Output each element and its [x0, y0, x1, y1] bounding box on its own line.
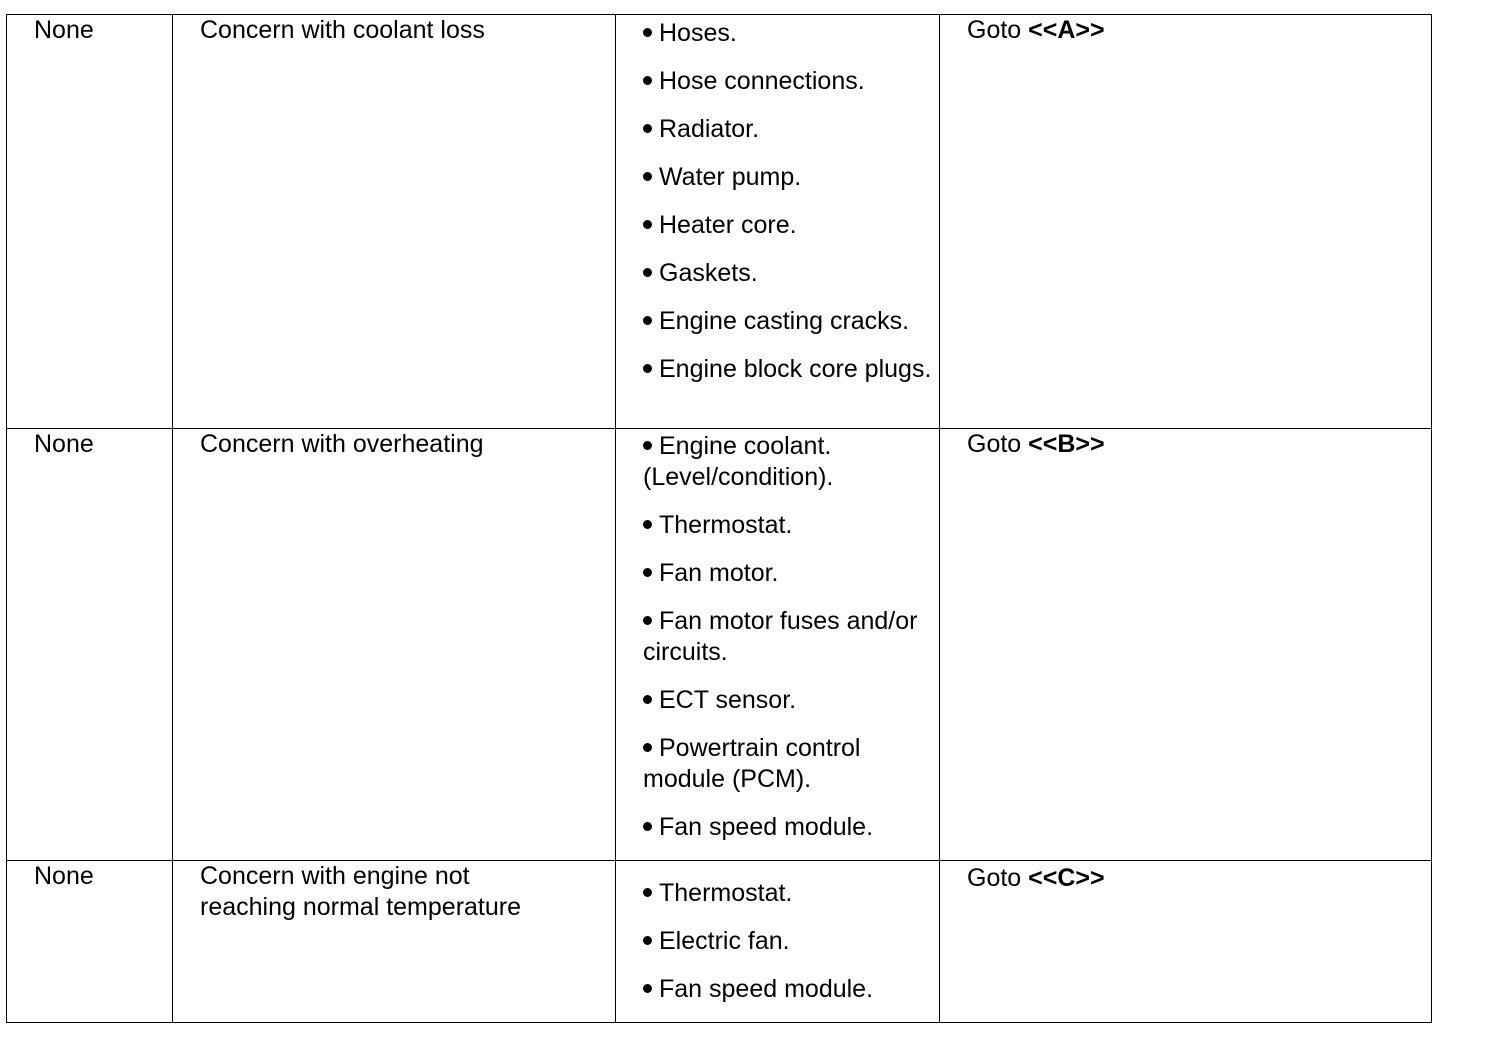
list-item	[643, 510, 939, 541]
bullet-dot-icon	[643, 76, 652, 85]
dtc-cell	[7, 429, 173, 861]
goto-link[interactable]: <<A>>	[1028, 16, 1105, 44]
source-text: Fan motor fuses and/or circuits.	[643, 607, 918, 666]
list-item	[643, 974, 939, 1005]
possible-source-cell	[616, 429, 940, 861]
table-row	[7, 861, 1432, 1023]
list-item	[643, 606, 939, 668]
bullet-dot-icon	[643, 888, 652, 897]
bullet-dot-icon	[643, 616, 652, 625]
action-text	[967, 863, 1431, 894]
symptom-text: Concern with coolant loss	[200, 16, 485, 44]
list-item	[643, 926, 939, 957]
bullet-dot-icon	[643, 124, 652, 133]
bullet-dot-icon	[643, 936, 652, 945]
list-item	[643, 162, 939, 193]
source-text: Engine coolant. (Level/condition).	[643, 432, 834, 491]
dtc-text: None	[34, 862, 94, 890]
source-text: ECT sensor.	[659, 686, 797, 714]
source-text: Hose connections.	[659, 67, 865, 95]
symptom-cell	[173, 15, 616, 429]
diagnostic-table	[6, 14, 1432, 1023]
table-row	[7, 15, 1432, 429]
dtc-cell	[7, 861, 173, 1023]
list-item	[643, 66, 939, 97]
symptom-text: Concern with engine not reaching normal temperature	[200, 862, 521, 921]
symptom-cell	[173, 861, 616, 1023]
bullet-dot-icon	[643, 743, 652, 752]
source-text: Engine casting cracks.	[659, 307, 910, 335]
source-text: Powertrain control module (PCM).	[643, 734, 861, 793]
action-text	[967, 429, 1431, 460]
source-text: Electric fan.	[659, 927, 790, 955]
source-text: Heater core.	[659, 211, 797, 239]
source-text: Gaskets.	[659, 259, 758, 287]
source-text: Fan speed module.	[659, 813, 874, 841]
source-text: Hoses.	[659, 19, 737, 47]
bullet-dot-icon	[643, 172, 652, 181]
action-cell	[940, 429, 1432, 861]
action-cell	[940, 861, 1432, 1023]
symptom-text: Concern with overheating	[200, 430, 484, 458]
source-text: Water pump.	[659, 163, 802, 191]
action-cell	[940, 15, 1432, 429]
source-text: Radiator.	[659, 115, 760, 143]
list-item	[643, 812, 939, 843]
dtc-text: None	[34, 430, 94, 458]
list-item	[643, 18, 939, 49]
possible-source-cell	[616, 861, 940, 1023]
list-item	[643, 558, 939, 589]
possible-source-list	[643, 878, 939, 1005]
bullet-dot-icon	[643, 268, 652, 277]
list-item	[643, 306, 939, 337]
bullet-dot-icon	[643, 984, 652, 993]
source-text: Engine block core plugs.	[659, 355, 932, 383]
possible-source-cell	[616, 15, 940, 429]
source-text: Thermostat.	[659, 879, 793, 907]
bullet-dot-icon	[643, 364, 652, 373]
goto-label: Goto	[967, 864, 1022, 892]
list-item	[643, 258, 939, 289]
bullet-dot-icon	[643, 822, 652, 831]
bullet-dot-icon	[643, 695, 652, 704]
source-text: Fan motor.	[659, 559, 779, 587]
table-row	[7, 429, 1432, 861]
list-item	[643, 685, 939, 716]
bullet-dot-icon	[643, 520, 652, 529]
goto-link[interactable]: <<C>>	[1028, 864, 1105, 892]
bullet-dot-icon	[643, 316, 652, 325]
symptom-cell	[173, 429, 616, 861]
dtc-text: None	[34, 16, 94, 44]
goto-label: Goto	[967, 430, 1022, 458]
list-item	[643, 878, 939, 909]
goto-label: Goto	[967, 16, 1022, 44]
bullet-dot-icon	[643, 220, 652, 229]
list-item	[643, 733, 939, 795]
bullet-dot-icon	[643, 568, 652, 577]
action-text	[967, 15, 1431, 46]
possible-source-list	[643, 18, 939, 385]
bullet-dot-icon	[643, 28, 652, 37]
list-item	[643, 431, 939, 493]
list-item	[643, 114, 939, 145]
list-item	[643, 210, 939, 241]
source-text: Thermostat.	[659, 511, 793, 539]
list-item	[643, 354, 939, 385]
bullet-dot-icon	[643, 441, 652, 450]
possible-source-list	[643, 431, 939, 843]
dtc-cell	[7, 15, 173, 429]
goto-link[interactable]: <<B>>	[1028, 430, 1105, 458]
source-text: Fan speed module.	[659, 975, 874, 1003]
